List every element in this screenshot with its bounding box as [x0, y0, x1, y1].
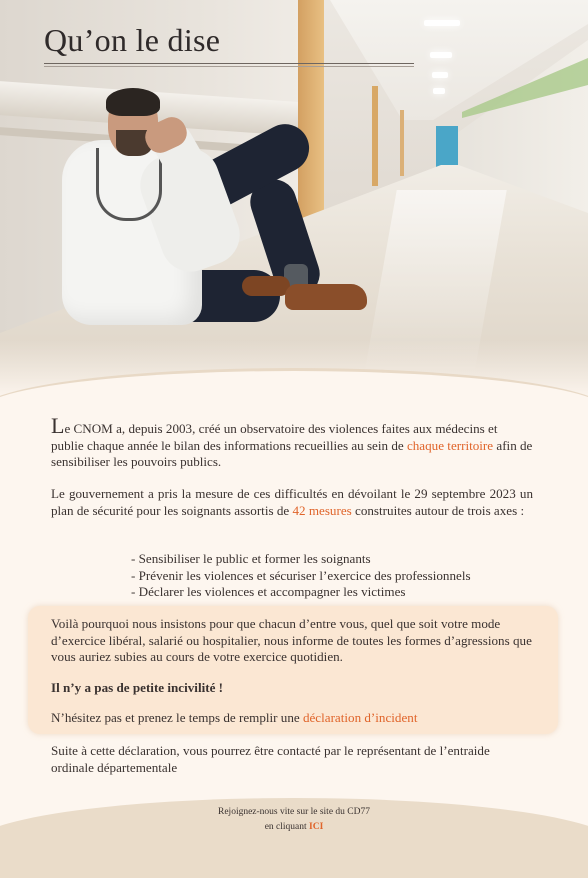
- incident-declaration-link[interactable]: déclaration d’incident: [302, 710, 418, 725]
- doctor-shoe: [285, 284, 367, 310]
- plan-paragraph: [51, 486, 533, 519]
- territory-highlight: chaque territoire: [406, 437, 494, 453]
- plan-text: Le gouvernement a pris la mesure de ces difficultés en dévoilant le 29 septembre 2023 un plan de sécurité pour les soignants assortis de: [51, 486, 533, 518]
- doctor-hair: [106, 88, 160, 116]
- ceiling-light: [433, 88, 445, 94]
- intro-text: e CNOM a, depuis 2003, créé un observatoire des violences faites aux médecins et publie chaque année le bilan des informations recueillies au sein de: [51, 421, 498, 453]
- list-item: - Prévenir les violences et sécuriser l’exercice des professionnels: [131, 567, 471, 583]
- list-item: - Sensibiliser le public et former les soignants: [131, 551, 371, 566]
- followup-paragraph: Suite à cette déclaration, vous pourrez être contacté par le représentant de l’entraide ordinale départementale: [51, 743, 490, 775]
- title-divider: [44, 66, 414, 67]
- stethoscope-icon: [96, 148, 162, 221]
- wooden-door: [400, 110, 404, 176]
- title-divider: [44, 63, 414, 64]
- ceiling-light: [424, 20, 460, 26]
- drop-cap: L: [51, 413, 65, 438]
- intro-paragraph: [51, 413, 533, 471]
- cd77-link[interactable]: ICI: [309, 822, 324, 832]
- intro-text-end: afin de sensibiliser les pouvoirs publics.: [51, 437, 533, 469]
- doctor-shoe: [242, 276, 290, 296]
- measures-highlight: 42 mesures: [292, 502, 352, 518]
- insist-paragraph: Voilà pourquoi nous insistons pour que chacun d’entre vous, quel que soit votre mode d’exercice libéral, salarié ou hospitalier, nous informe de toutes les formes d’agressions que vous auriez subies au cours de votre exercice quotidien.: [51, 616, 532, 664]
- footer-line: [0, 820, 588, 835]
- footer-line: Rejoignez-nous vite sur le site du CD77: [218, 807, 370, 817]
- corridor-end-door: [436, 126, 458, 170]
- declaration-text: N’hésitez pas et prenez le temps de remplir une: [51, 710, 303, 725]
- ceiling-light: [432, 72, 448, 78]
- footer-text: en cliquant: [264, 822, 310, 832]
- list-item: - Déclarer les violences et accompagner les victimes: [131, 584, 406, 599]
- axes-list: [131, 551, 471, 601]
- plan-text-end: construites autour de trois axes :: [351, 502, 525, 518]
- declaration-paragraph: [51, 710, 533, 727]
- hero-photo: [0, 0, 588, 400]
- no-small-incivility: Il n’y a pas de petite incivilité !: [51, 680, 224, 695]
- page-title: Qu’on le dise: [44, 22, 221, 58]
- ceiling-light: [430, 52, 452, 58]
- footer: [0, 805, 588, 835]
- wooden-door: [372, 86, 378, 186]
- wooden-door: [298, 0, 324, 240]
